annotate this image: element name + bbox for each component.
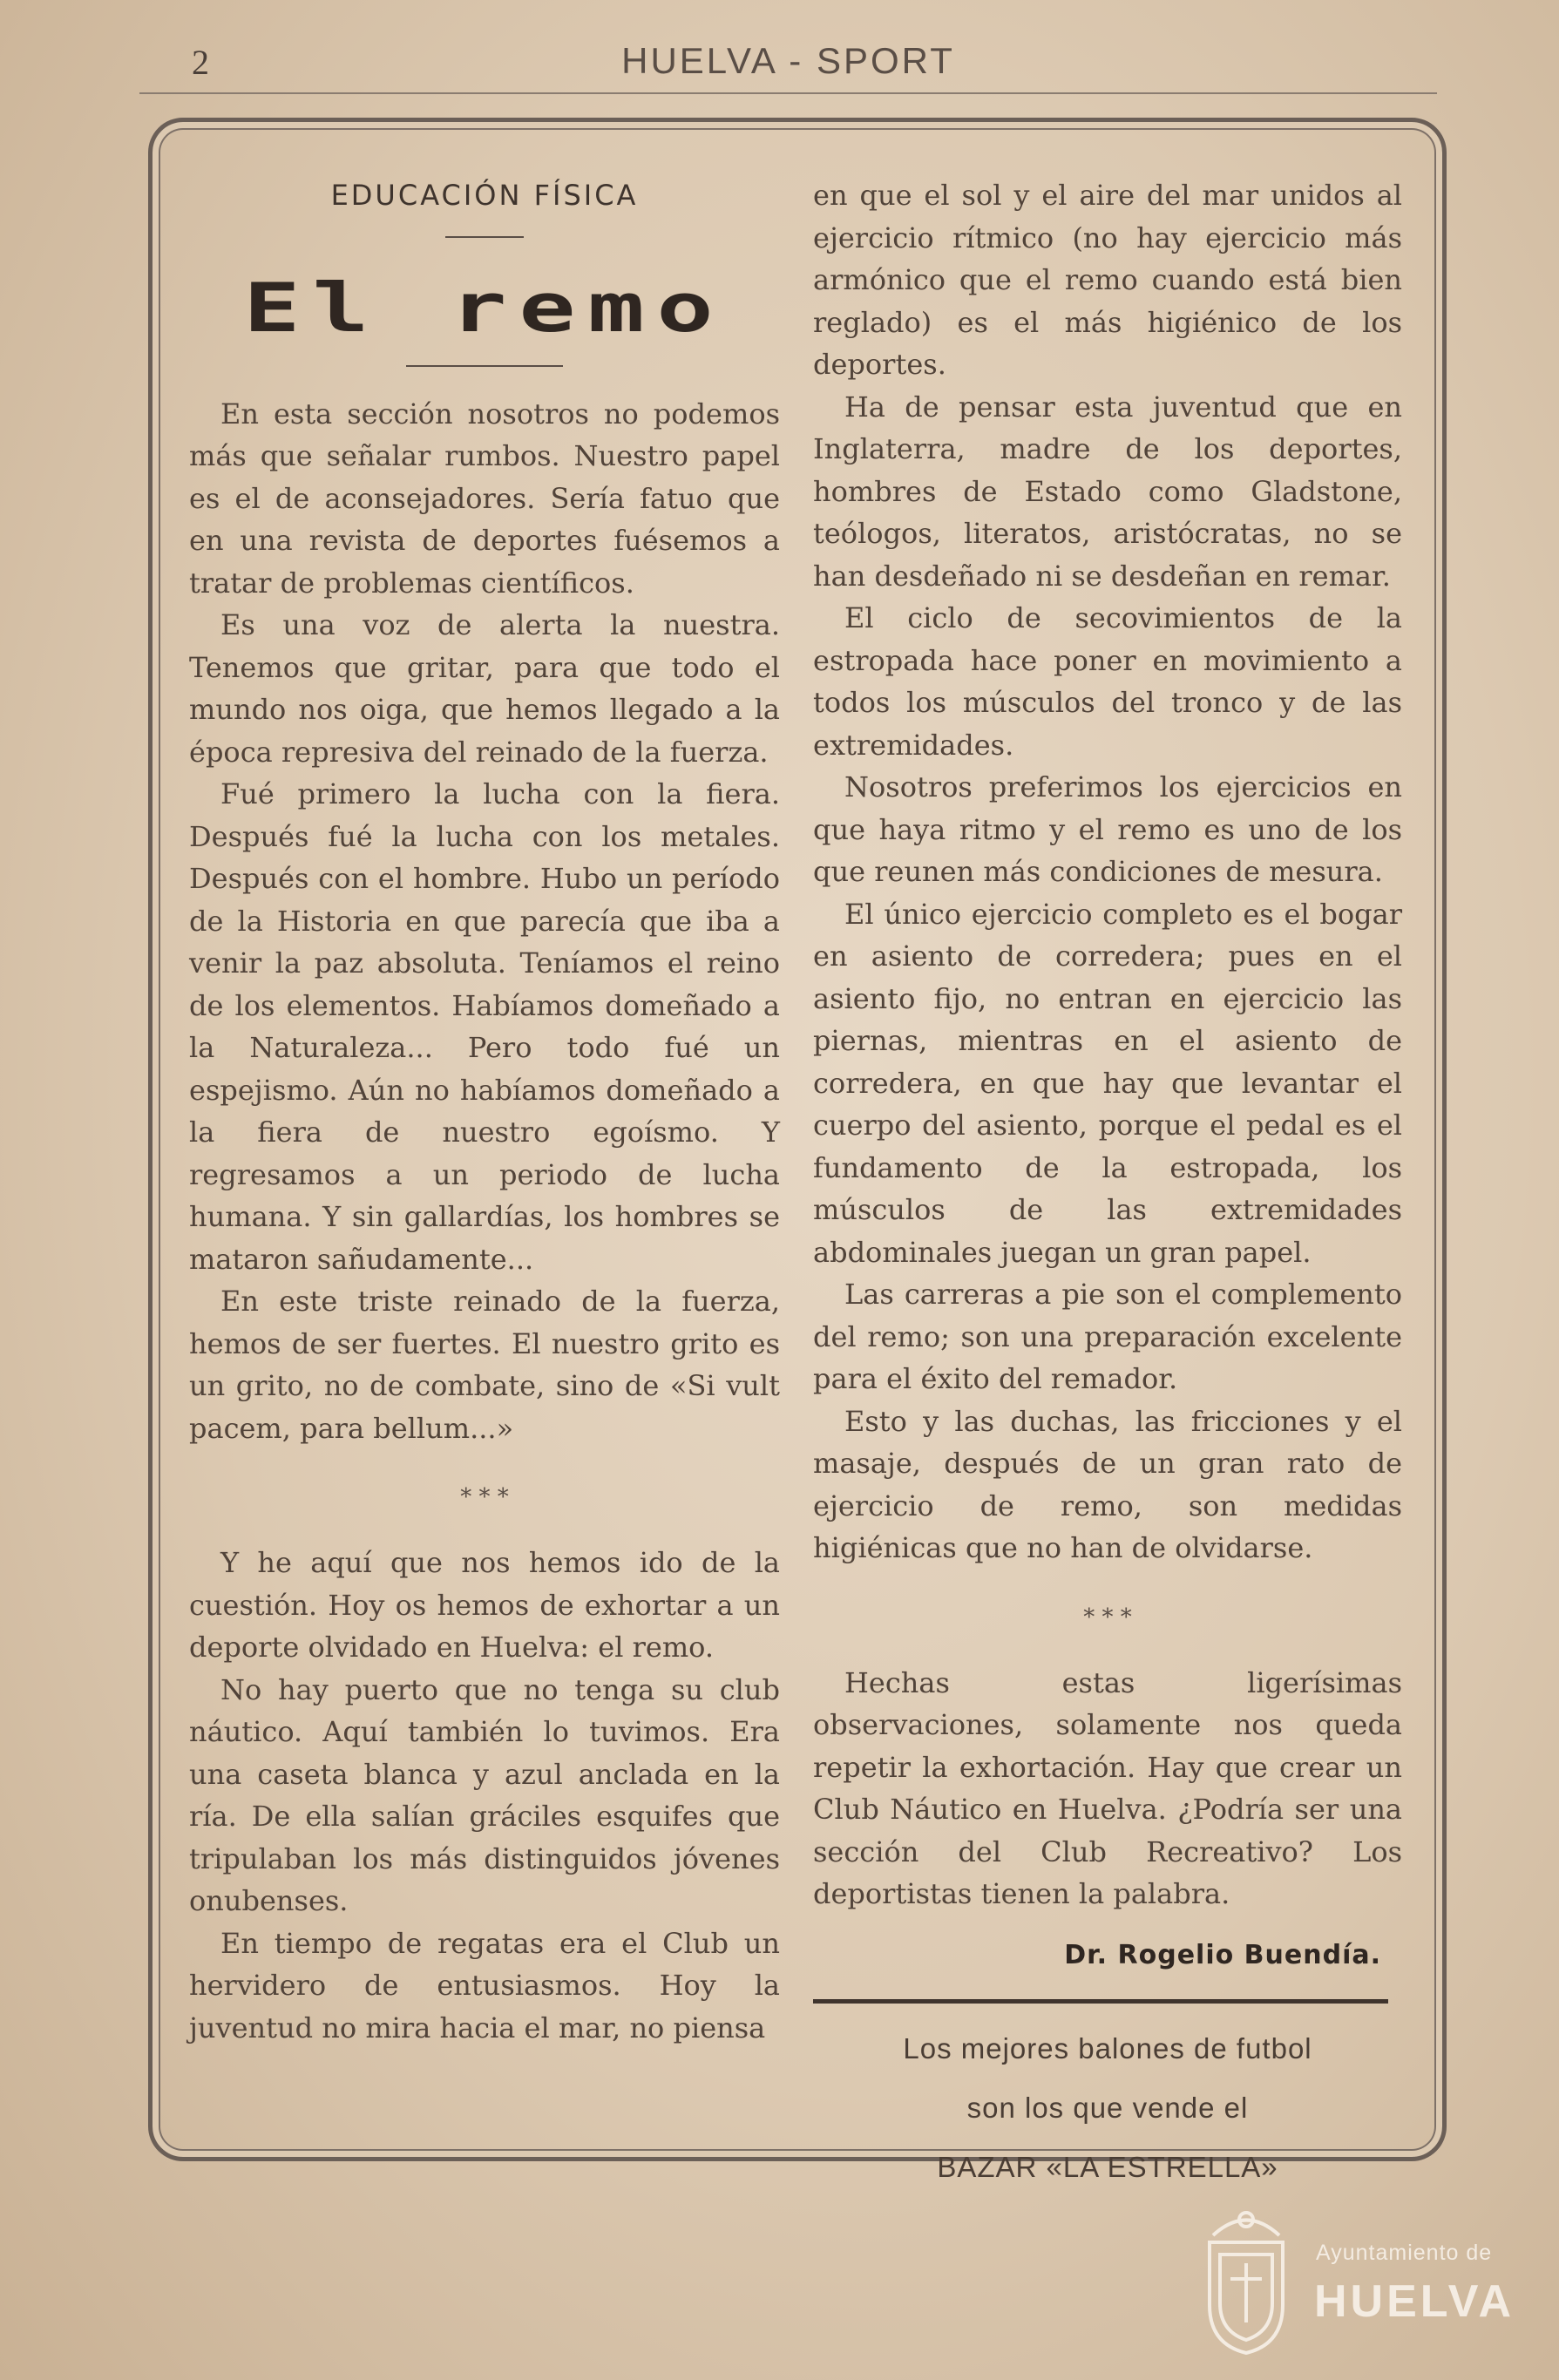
page-header (139, 33, 1437, 94)
masthead-title: HUELVA - SPORT (621, 40, 955, 81)
article-frame (148, 118, 1447, 2183)
paragraph-continuation: en que el sol y el aire del mar unidos al ejercicio rítmico (no hay ejercicio más armónico que el remo cuando está bien reglado) es el más higiénico de los deportes. (813, 179, 1402, 381)
page-number: 2 (192, 43, 209, 82)
paragraph: Fué primero la lucha con la fiera. Después fué la lucha con los metales. Después con el hombre. Hubo un período de la Historia en que parecía que iba a venir la paz absoluta. Teníamos el reino de los elementos. Habíamos domeñado a la Naturaleza... Pero todo fué un espejismo. Aún no habíamos domeñado a la fiera de nuestro egoísmo. Y regresamos a un periodo de lucha humana. Y sin gallardías, los hombres se mataron sañudamente... (189, 777, 780, 1276)
paragraph: No hay puerto que no tenga su club náutico. Aquí también lo tuvimos. Era una caseta blanca y azul anclada en la ría. De ella salían gráciles esquifes que tripulaban los más distinguidos jóvenes onubenses. (189, 1672, 780, 1917)
title-rule-bottom (406, 365, 563, 367)
header-rule (139, 92, 1437, 94)
ad-line: son los que vende el (966, 2092, 1249, 2124)
paragraph: El único ejercicio completo es el bogar en asiento de corredera; pues en el asiento fijo, no entran en ejercicio las piernas, mientras en el asiento de corredera, en que hay que levantar el cuerpo del asiento, porque el pedal es el fundamento de la estropada, los músculos de las extremidades abdominales juegan un gran papel. (813, 897, 1402, 1269)
paragraph: En tiempo de regatas era el Club un hervidero de entusiasmos. Hoy la juventud no mira hacia el mar, no piensa (189, 1926, 780, 2044)
paragraph: En este triste reinado de la fuerza, hemos de ser fuertes. El nuestro grito es un grito, no de combate, sino de «Si vult pacem, para bellum...» (189, 1285, 780, 1445)
ayuntamiento-watermark (1194, 2200, 1515, 2357)
watermark-name: HUELVA (1314, 2276, 1515, 2327)
paragraph: Es una voz de alerta la nuestra. Tenemos que gritar, para que todo el mundo nos oiga, que hemos llegado a la época represiva del reinado de la fuerza. (189, 608, 780, 769)
right-column (813, 174, 1402, 2197)
paragraph: En esta sección nosotros no podemos más que señalar rumbos. Nuestro papel es el de aconsejadores. Sería fatuo que en una revista de deportes fuésemos a tratar de problemas científicos. (189, 397, 780, 600)
paragraph: Nosotros preferimos los ejercicios en que haya ritmo y el remo es uno de los que reunen más condiciones de mesura. (813, 770, 1402, 888)
ad-line: BAZAR «LA ESTRELLA» (937, 2151, 1278, 2183)
watermark-caption: Ayuntamiento de (1316, 2241, 1493, 2265)
paragraph: Las carreras a pie son el complemento del remo; son una preparación excelente para el éxito del remador. (813, 1278, 1402, 1395)
paragraph: Esto y las duchas, las fricciones y el masaje, después de un gran rato de ejercicio de remo, son medidas higiénicas que no han de olvidarse. (813, 1404, 1402, 1564)
asterism-divider: * * * (460, 1484, 509, 1510)
advertisement (813, 2019, 1402, 2197)
asterism-divider: * * * (1083, 1604, 1132, 1631)
title-rule-top (445, 236, 524, 238)
advertisement-rule (813, 1999, 1388, 2004)
paragraph: Hechas estas ligerísimas observaciones, solamente nos queda repetir la exhortación. Hay que crear un Club Náutico en Huelva. ¿Podría ser una sección del Club Recreativo? Los deportistas tienen la palabra. (813, 1665, 1402, 1910)
section-heading: EDUCACIÓN FÍSICA (330, 179, 639, 212)
ad-line: Los mejores balones de futbol (903, 2032, 1312, 2065)
city-seal-icon (1194, 2200, 1298, 2357)
paragraph: El ciclo de secovimientos de la estropada hace poner en movimiento a todos los músculos del tronco y de las extremidades. (813, 601, 1402, 762)
article-title: El remo (243, 268, 726, 348)
paragraph: Y he aquí que nos hemos ido de la cuestión. Hoy os hemos de exhortar a un deporte olvidado en Huelva: el remo. (189, 1546, 780, 1664)
author-signature: Dr. Rogelio Buendía. (1064, 1939, 1381, 1970)
left-column (189, 174, 780, 2049)
paragraph: Ha de pensar esta juventud que en Inglaterra, madre de los deportes, hombres de Estado como Gladstone, teólogos, literatos, aristócratas, no se han desdeñado ni se desdeñan en remar. (813, 390, 1402, 593)
